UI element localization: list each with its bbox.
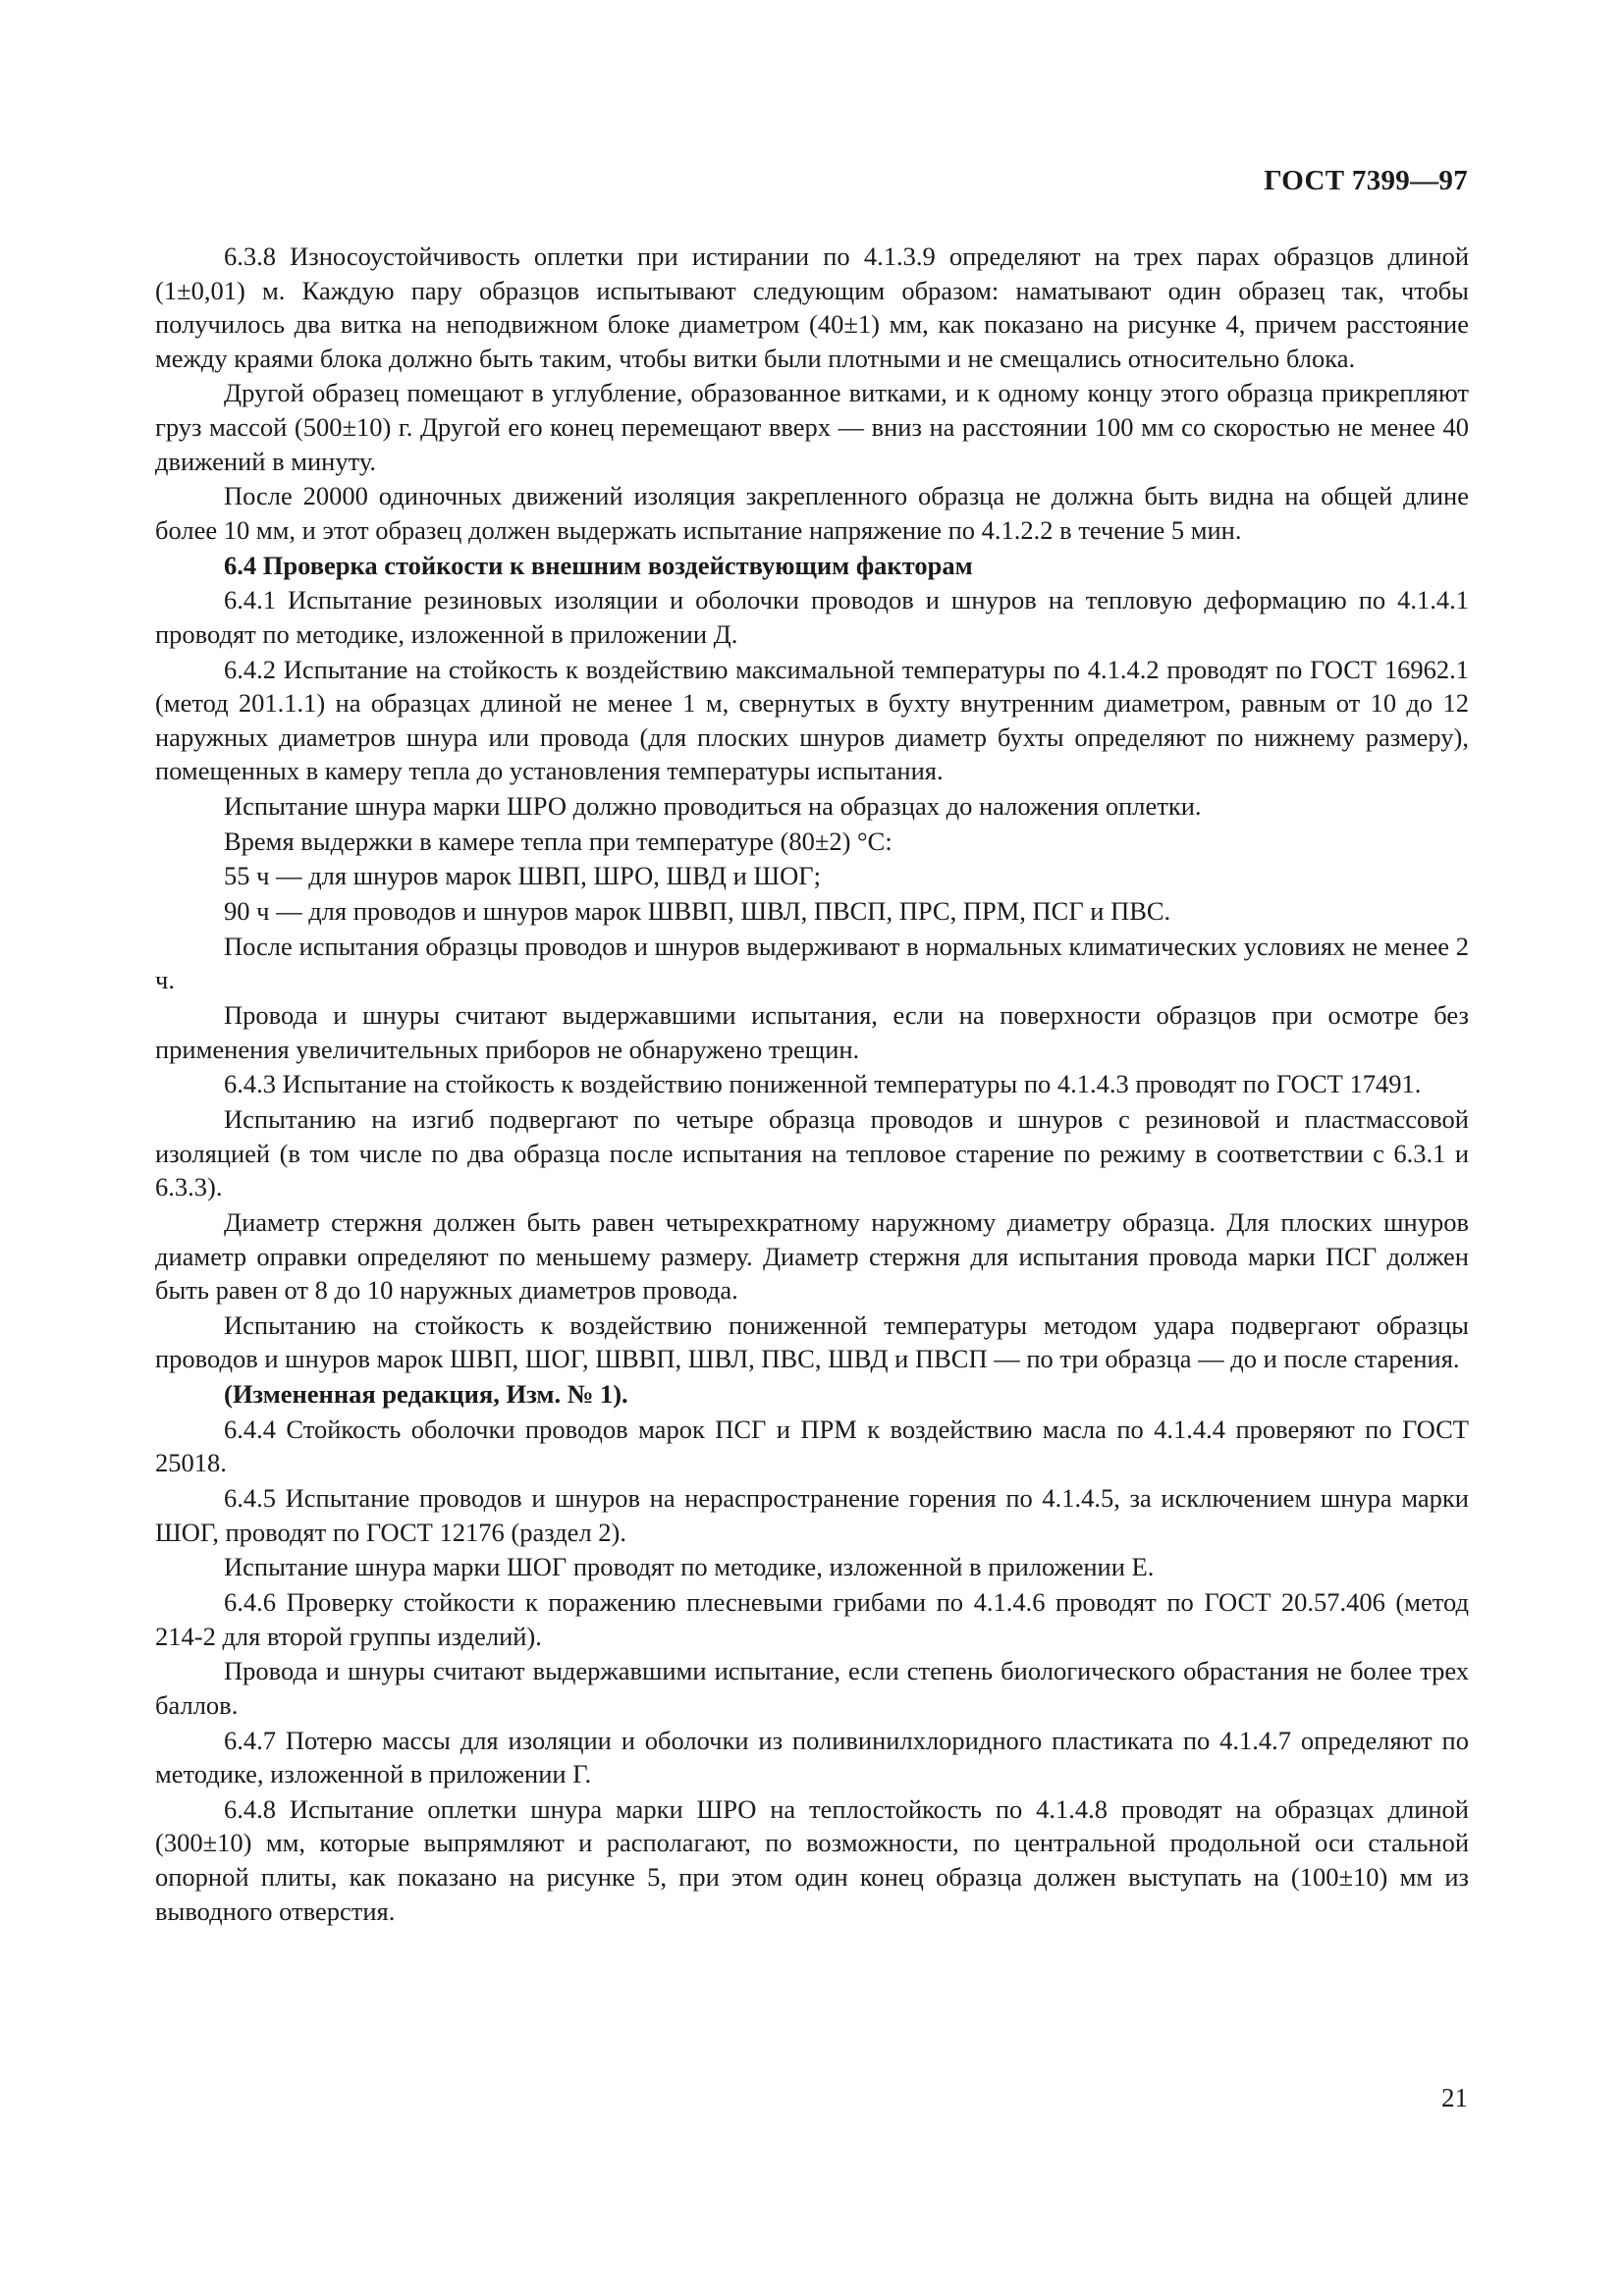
paragraph-6-4-5: 6.4.5 Испытание проводов и шнуров на нераспространение горения по 4.1.4.5, за исключением шнура марки ШОГ, проводят по ГОСТ 12176 (раздел 2).: [155, 1483, 1469, 1547]
paragraph-6-4-3: 6.4.3 Испытание на стойкость к воздействию пониженной температуры по 4.1.4.3 проводят по ГОСТ 17491.: [224, 1069, 1422, 1099]
paragraph: Испытанию на стойкость к воздействию пониженной температуры методом удара подвергают образцы проводов и шнуров марок ШВП, ШОГ, ШВВП, ШВЛ, ПВС, ШВД и ПВСП — по три образца — до и после старения.: [155, 1309, 1469, 1374]
paragraph: Диаметр стержня должен быть равен четырехкратному наружному диаметру образца. Для плоских шнуров диаметр оправки определяют по меньшему размеру. Диаметр стержня для испытания провода марки ПСГ должен быть равен от 8 до 10 наружных диаметров провода.: [155, 1206, 1469, 1306]
paragraph: Испытанию на изгиб подвергают по четыре образца проводов и шнуров с резиновой и пластмассовой изоляцией (в том числе по два образца после испытания на тепловое старение по режиму в соответствии с 6.3.1 и 6.3.3).: [155, 1104, 1469, 1202]
paragraph: Время выдержки в камере тепла при температуре (80±2) °С:: [224, 826, 893, 856]
paragraph-6-4-6: 6.4.6 Проверку стойкости к поражению плесневыми грибами по 4.1.4.6 проводят по ГОСТ 20.57.406 (метод 214-2 для второй группы изделий).: [155, 1587, 1469, 1651]
paragraph-6-4-8: 6.4.8 Испытание оплетки шнура марки ШРО на теплостойкость по 4.1.4.8 проводят на образцах длиной (300±10) мм, которые выпрямляют и располагают, по возможности, по центральной продольной оси стальной опорной плиты, как показано на рисунке 5, при этом один конец образца должен выступать на (100±10) мм из выводного отверстия.: [155, 1793, 1469, 1926]
paragraph: После испытания образцы проводов и шнуров выдерживают в нормальных климатических условиях не менее 2 ч.: [155, 931, 1469, 995]
document-body: [155, 240, 1469, 1929]
paragraph-6-4-7: 6.4.7 Потерю массы для изоляции и оболочки из поливинилхлоридного пластиката по 4.1.4.7 определяют по методике, изложенной в приложении Г.: [155, 1725, 1469, 1789]
document-header: ГОСТ 7399—97: [1264, 165, 1468, 196]
paragraph: 90 ч — для проводов и шнуров марок ШВВП, ШВЛ, ПВСП, ПРС, ПРМ, ПСГ и ПВС.: [224, 896, 1171, 927]
amendment-note: (Измененная редакция, Изм. № 1).: [224, 1379, 628, 1410]
paragraph-6-4-4: 6.4.4 Стойкость оболочки проводов марок ПСГ и ПРМ к воздействию масла по 4.1.4.4 проверяют по ГОСТ 25018.: [155, 1414, 1469, 1478]
paragraph-6-4-1: 6.4.1 Испытание резиновых изоляции и оболочки проводов и шнуров на тепловую деформацию по 4.1.4.1 проводят по методике, изложенной в приложении Д.: [155, 585, 1469, 649]
paragraph: Провода и шнуры считают выдержавшими испытания, если на поверхности образцов при осмотре без применения увеличительных приборов не обнаружено трещин.: [155, 1000, 1469, 1064]
paragraph-6-4-2: 6.4.2 Испытание на стойкость к воздействию максимальной температуры по 4.1.4.2 проводят по ГОСТ 16962.1 (метод 201.1.1) на образцах длиной не менее 1 м, свернутых в бухту внутренним диаметром, равным от 10 до 12 наружных диаметров шнура или провода (для плоских шнуров диаметр бухты определяют по нижнему размеру), помещенных в камеру тепла до установления температуры испытания.: [155, 654, 1469, 786]
section-heading-6-4: 6.4 Проверка стойкости к внешним воздействующим факторам: [224, 550, 973, 580]
paragraph: Испытание шнура марки ШРО должно проводиться на образцах до наложения оплетки.: [224, 791, 1202, 822]
paragraph: После 20000 одиночных движений изоляция закрепленного образца не должна быть видна на общей длине более 10 мм, и этот образец должен выдержать испытание напряжение по 4.1.2.2 в течение 5 мин.: [155, 481, 1469, 545]
page-number: 21: [1441, 2083, 1468, 2112]
paragraph: Другой образец помещают в углубление, образованное витками, и к одному концу этого образца прикрепляют груз массой (500±10) г. Другой его конец перемещают вверх — вниз на расстоянии 100 мм со скоростью не менее 40 движений в минуту.: [155, 378, 1469, 476]
paragraph-6-3-8: 6.3.8 Износоустойчивость оплетки при истирании по 4.1.3.9 определяют на трех парах образцов длиной (1±0,01) м. Каждую пару образцов испытывают следующим образом: наматывают один образец так, чтобы получилось два витка на неподвижном блоке диаметром (40±1) мм, как показано на рисунке 4, причем расстояние между краями блока должно быть таким, чтобы витки были плотными и не смещались относительно блока.: [155, 241, 1469, 373]
paragraph: Испытание шнура марки ШОГ проводят по методике, изложенной в приложении Е.: [224, 1552, 1155, 1582]
paragraph: Провода и шнуры считают выдержавшими испытание, если степень биологического обрастания не более трех баллов.: [155, 1656, 1469, 1720]
paragraph: 55 ч — для шнуров марок ШВП, ШРО, ШВД и ШОГ;: [224, 861, 821, 891]
